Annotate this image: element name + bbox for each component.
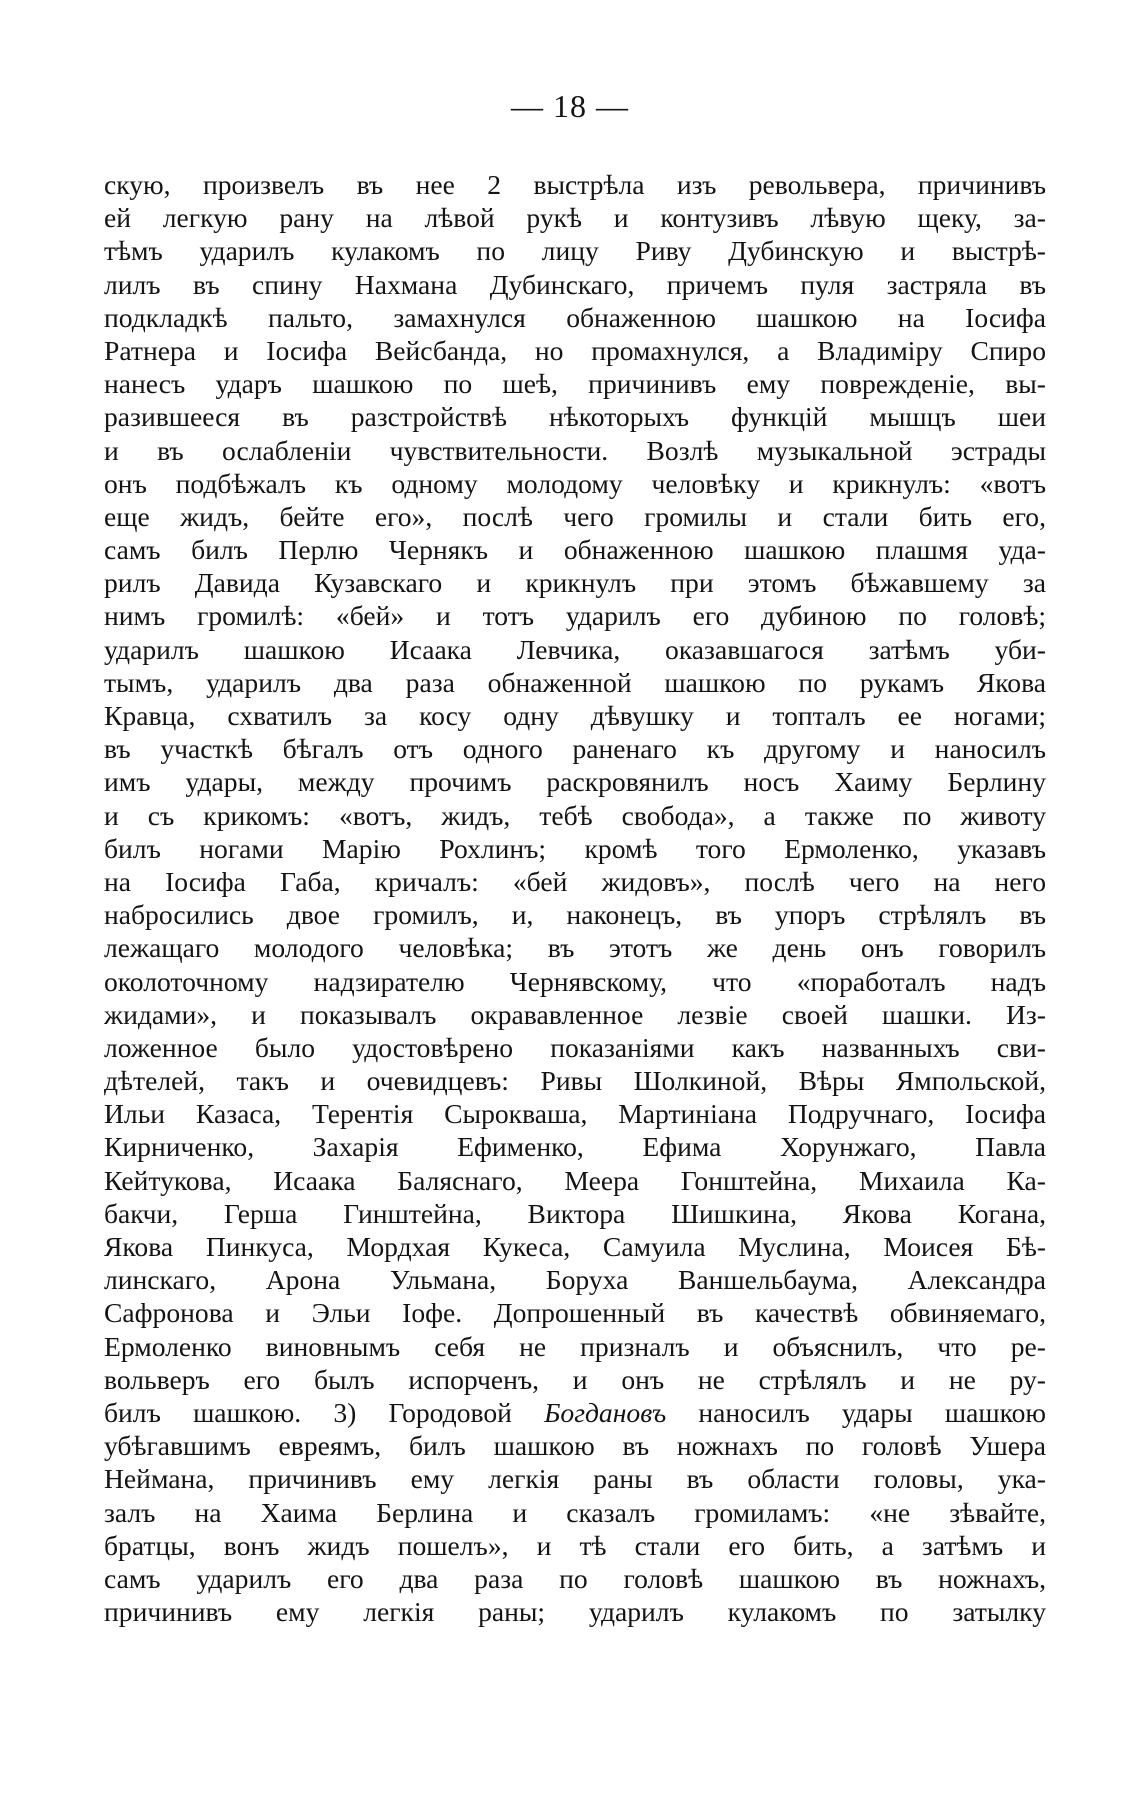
text-line: убѣгавшимъ евреямъ, билъ шашкою въ ножнахъ по головѣ Ушера [104,1430,1046,1462]
text-line: бакчи, Герша Гинштейна, Виктора Шишкина, Якова Когана, [104,1197,1046,1229]
line-segment: наносилъ удары шашкою [666,1396,1046,1428]
text-line: набросились двое громилъ, и, наконецъ, въ упоръ стрѣлялъ въ [104,899,1046,931]
text-line: Кирниченко, Захарія Ефименко, Ефима Хорунжаго, Павла [104,1131,1046,1163]
text-line: залъ на Хаима Берлина и сказалъ громиламъ: «не зѣвайте, [104,1496,1046,1528]
text-line-italic-name [104,1396,1046,1429]
text-line: братцы, вонъ жидъ пошелъ», и тѣ стали его бить, а затѣмъ и [104,1529,1046,1561]
text-line: и въ ослабленіи чувствительности. Возлѣ музыкальной эстрады [104,434,1046,466]
italic-name: Богдановъ [544,1396,667,1428]
text-line: Кравца, схватилъ за косу одну дѣвушку и топталъ ее ногами; [104,700,1046,731]
text-line: Якова Пинкуса, Мордхая Кукеса, Самуила Муслина, Моисея Бѣ- [104,1231,1046,1262]
text-line: онъ подбѣжалъ къ одному молодому человѣку и крикнулъ: «вотъ [104,467,1046,499]
text-line: на Іосифа Габа, кричалъ: «бей жидовъ», послѣ чего на него [104,865,1046,897]
text-line: Ратнера и Іосифа Вейсбанда, но промахнулся, а Владиміру Спиро [104,334,1046,366]
text-line: еще жидъ, бейте его», послѣ чего громилы и стали бить его, [104,500,1046,532]
text-line: ложенное было удостовѣрено показаніями какъ названныхъ сви- [104,1031,1046,1063]
text-line: самъ билъ Перлю Чернякъ и обнаженною шашкою плашмя уда- [104,534,1046,566]
text-line: нимъ громилѣ: «бей» и тотъ ударилъ его дубиною по головѣ; [104,600,1046,632]
text-line: ей легкую рану на лѣвой рукѣ и контузивъ лѣвую щеку, за- [104,202,1046,234]
page-number: — 18 — [511,88,629,124]
text-line: лилъ въ спину Нахмана Дубинскаго, причемъ пуля застряла въ [104,268,1046,300]
text-line: Ильи Казаса, Терентія Сырокваша, Мартиніана Подручнаго, Іосифа [104,1098,1046,1130]
text-line: линскаго, Арона Ульмана, Боруха Ваншельбаума, Александра [104,1264,1046,1296]
line-segment: билъ шашкою. 3) Городовой [104,1396,545,1428]
text-line: самъ ударилъ его два раза по головѣ шашкою въ ножнахъ, [104,1562,1046,1594]
text-line: жидами», и показывалъ окрававленное лезвіе своей шашки. Из- [104,998,1046,1030]
text-line: разившееся въ разстройствѣ нѣкоторыхъ функцій мышцъ шеи [104,401,1046,433]
text-line: подкладкѣ пальто, замахнулся обнаженною шашкою на Іосифа [104,301,1046,333]
text-line: тымъ, ударилъ два раза обнаженной шашкою по рукамъ Якова [104,666,1046,698]
text-line: Кейтукова, Исаака Баляснаго, Меера Гонштейна, Михаила Ка- [104,1164,1046,1196]
text-line: причинивъ ему легкія раны; ударилъ кулакомъ по затылку [104,1596,1046,1628]
text-line: ударилъ шашкою Исаака Левчика, оказавшагося затѣмъ уби- [104,633,1046,665]
body-text [104,168,1046,1628]
text-line: нанесъ ударъ шашкою по шеѣ, причинивъ ему поврежденіе, вы- [104,368,1046,400]
text-line: Неймана, причинивъ ему легкія раны въ области головы, ука- [104,1463,1046,1495]
text-line: тѣмъ ударилъ кулакомъ по лицу Риву Дубинскую и выстрѣ- [104,235,1046,267]
text-line: рилъ Давида Кузавскаго и крикнулъ при этомъ бѣжавшему за [104,567,1046,599]
text-line: Сафронова и Эльи Іофе. Допрошенный въ качествѣ обвиняемаго, [104,1297,1046,1329]
text-line: вольверъ его былъ испорченъ, и онъ не стрѣлялъ и не ру- [104,1363,1046,1395]
text-line: и съ крикомъ: «вотъ, жидъ, тебѣ свобода», а также по животу [104,799,1046,831]
text-line: билъ ногами Марію Рохлинъ; кромѣ того Ермоленко, указавъ [104,832,1046,864]
text-line: околоточному надзирателю Чернявскому, что «поработалъ надъ [104,965,1046,997]
text-line: имъ удары, между прочимъ раскровянилъ носъ Хаиму Берлину [104,766,1046,798]
text-line: лежащаго молодого человѣка; въ этотъ же день онъ говорилъ [104,932,1046,964]
text-line: въ участкѣ бѣгалъ отъ одного раненаго къ другому и наносилъ [104,733,1046,765]
text-line: дѣтелей, такъ и очевидцевъ: Ривы Шолкиной, Вѣры Ямпольской, [104,1065,1046,1097]
text-line: скую, произвелъ въ нее 2 выстрѣла изъ револьвера, причинивъ [104,169,1046,200]
text-line: Ермоленко виновнымъ себя не призналъ и объяснилъ, что ре- [104,1330,1046,1362]
